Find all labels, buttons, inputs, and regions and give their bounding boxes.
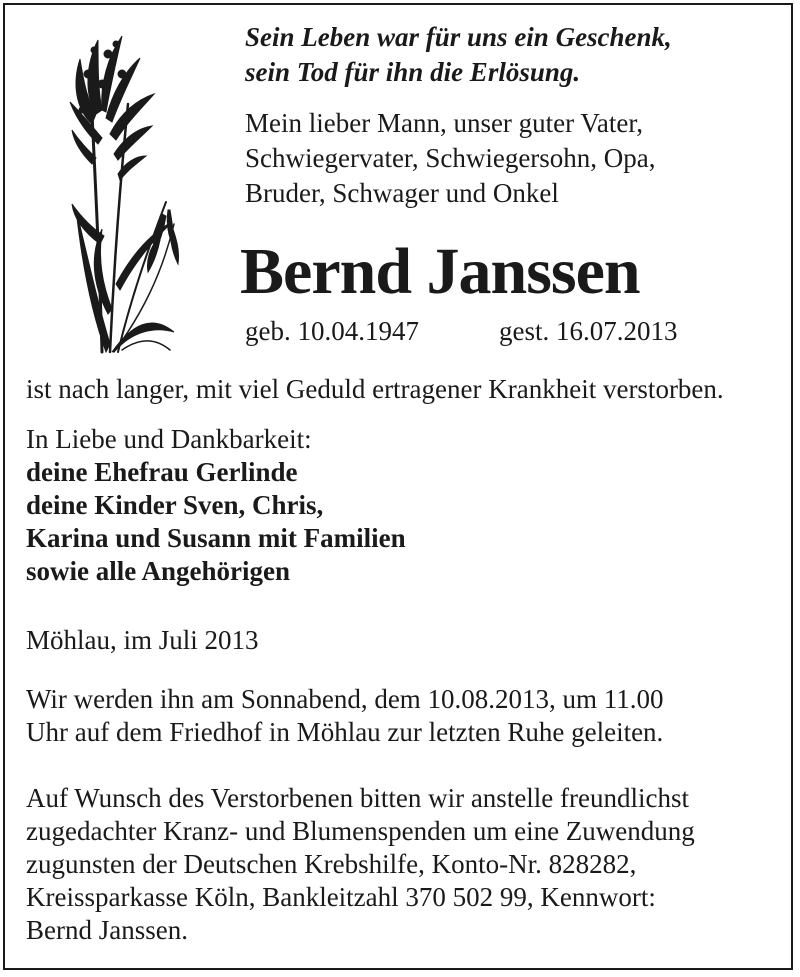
family-line: deine Ehefrau Gerlinde xyxy=(26,457,298,487)
intro-line: Mein lieber Mann, unser guter Vater, xyxy=(245,108,644,138)
funeral-line: Uhr auf dem Friedhof in Möhlau zur letzten Ruhe geleiten. xyxy=(26,717,664,747)
place-date: Möhlau, im Juli 2013 xyxy=(26,625,259,655)
family-line: deine Kinder Sven, Chris, xyxy=(26,490,324,520)
deceased-name: Bernd Janssen xyxy=(240,235,640,308)
intro-line: Bruder, Schwager und Onkel xyxy=(245,178,559,208)
donation-line: Auf Wunsch des Verstorbenen bitten wir anstelle freundlichst xyxy=(26,783,690,813)
family-line: sowie alle Angehörigen xyxy=(26,556,290,586)
announcement-text: ist nach langer, mit viel Geduld ertragener Krankheit verstorben. xyxy=(26,374,724,404)
memorial-quote xyxy=(245,20,765,90)
donation-request xyxy=(26,782,786,947)
birth-date: geb. 10.04.1947 xyxy=(245,316,419,346)
grass-illustration xyxy=(62,14,192,354)
relations-intro xyxy=(245,106,765,211)
intro-line: Schwiegervater, Schwiegersohn, Opa, xyxy=(245,143,656,173)
quote-line: sein Tod für ihn die Erlösung. xyxy=(245,57,581,87)
life-dates xyxy=(245,314,765,349)
family-line: Karina und Susann mit Familien xyxy=(26,523,406,553)
funeral-line: Wir werden ihn am Sonnabend, dem 10.08.2013, um 11.00 xyxy=(26,684,664,714)
donation-line: zugedachter Kranz- und Blumenspenden um eine Zuwendung xyxy=(26,816,695,846)
donation-line: Kreissparkasse Köln, Bankleitzahl 370 502 99, Kennwort: xyxy=(26,882,656,912)
family-intro: In Liebe und Dankbarkeit: xyxy=(26,424,312,454)
funeral-info xyxy=(26,683,786,749)
death-date: gest. 16.07.2013 xyxy=(499,316,678,346)
family-block xyxy=(26,423,786,588)
donation-line: zugunsten der Deutschen Krebshilfe, Konto-Nr. 828282, xyxy=(26,849,637,879)
quote-line: Sein Leben war für uns ein Geschenk, xyxy=(245,22,672,52)
donation-line: Bernd Janssen. xyxy=(26,915,188,945)
